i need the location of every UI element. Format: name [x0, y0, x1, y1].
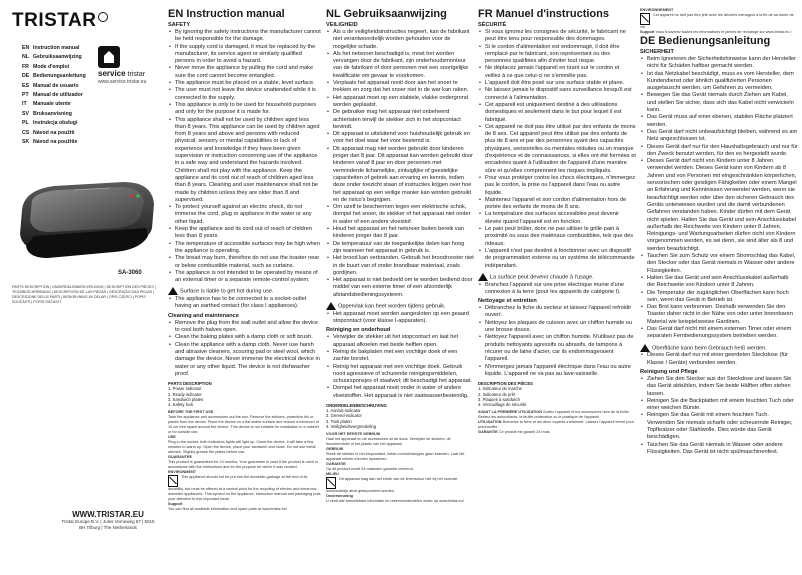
en-safety-list	[168, 29, 321, 44]
language-code: PT	[22, 92, 29, 99]
service-url[interactable]: www.service.tristar.eu	[98, 79, 147, 85]
list-item: • Tauchen Sie zum Schutz vor einem Stromschlag das Kabel, den Stecker oder das Gerät niemals in Wasser oder andere Flüssigkeiten.	[647, 253, 798, 275]
brand-logo-text: TRISTAR	[12, 10, 97, 31]
parts-item: 2. Ready indicator	[168, 391, 202, 397]
en-hot-warning-text: Surface is liable to get hot during use.	[180, 288, 274, 295]
language-code: SV	[22, 110, 29, 117]
fr-environment-text: Cet appareil ne doit pas être jeté avec les déchets ménagers à la fin de sa durée de vie.	[640, 13, 794, 29]
list-item: • Das Gerät darf nicht mit einem externen Timer oder einem separaten Fernbedienungssystem betrieben werden.	[647, 326, 798, 341]
parts-item: 1. Power indicator	[168, 386, 202, 392]
model-number: SA-3060	[118, 270, 142, 276]
nl-cleaning-list	[326, 334, 474, 400]
en-environment-text: This appliance should not be put into the domestic garbage at the end of its durability, but must be offered at a central point for the recycling of electric and electronic domestic appliances. This symbol on the appliance, instruction manual and packaging puts your attention to this important issue.	[168, 475, 321, 502]
nl-guarantee-text: Op dit product wordt 24 maanden garantie verleend.	[326, 467, 414, 472]
en-title-text: Instruction manual	[186, 8, 285, 20]
list-item: • Ist das Netzkabel beschädigt, muss es vom Hersteller, dem Kundendienst oder ähnlich qualifizierten Personen ausgetauscht werden, um Gefahren zu vermeiden.	[647, 71, 798, 93]
nl-hot-warning-text: Oppervlak kan heet worden tijdens gebruik.	[338, 303, 446, 310]
nl-parts-list	[326, 408, 474, 429]
list-item: • Dit apparaat is uitsluitend voor huishoudelijk gebruik en voor het doel waar het voor bestemd is.	[333, 131, 474, 146]
parts-item: 2. Indicateur de prêt	[478, 391, 516, 397]
en-safety-bullets	[168, 44, 321, 285]
language-index-item	[22, 138, 112, 147]
nl-guarantee	[326, 462, 474, 472]
parts-item: 3. Tosti platen	[326, 418, 352, 424]
list-item: • Clean the baking plates with a damp cloth or soft brush.	[175, 334, 321, 341]
list-item: • By ignoring the safety instructions the manufacturer cannot be held responsible for the damage.	[175, 29, 321, 44]
list-item: • Reinigen Sie die Backplatten mit einem feuchten Tuch oder einer weichen Bürste.	[647, 398, 798, 413]
nl-use-heading: GEBRUIK	[326, 447, 344, 452]
en-guarantee-heading: GUARANTEE	[168, 455, 193, 460]
hot-surface-icon	[478, 273, 488, 281]
fr-safety-heading: SÉCURITÉ	[478, 22, 507, 28]
language-index-item	[22, 119, 112, 128]
language-label: Manuale utente	[33, 101, 71, 108]
fr-parts-list	[478, 386, 636, 407]
en-hot-warning	[168, 287, 321, 296]
list-item: • Het apparaat moet worden aangesloten op een geaard stopcontact (voor klasse I-apparaten).	[333, 311, 474, 326]
en-environment-heading: ENVIRONMENT	[168, 470, 197, 475]
list-item: • De temperatuur van de toegankelijke delen kan hoog zijn wanneer het apparaat in gebruik is.	[333, 241, 474, 256]
language-index-item	[22, 129, 112, 138]
fr-support-heading: Support	[640, 30, 655, 34]
language-code: SK	[22, 139, 30, 146]
nl-support	[326, 494, 474, 504]
recycle-bin-icon	[640, 13, 650, 25]
list-item: • Dieses Gerät darf nur mit einer geerdeten Steckdose (für Klasse I Geräte) verbunden werden.	[647, 352, 798, 367]
fr-hot-warning-text: La surface peut devenir chaude à l'usage.	[490, 274, 594, 281]
list-item: • Reinigen Sie das Gerät mit einem feuchten Tuch. Verwenden Sie niemals scharfe oder scheuernde Reiniger, Topfkratzer oder Stahlwolle. Dies würde das Gerät beschädigen.	[647, 412, 798, 441]
language-label: Bruksanvisning	[33, 110, 72, 117]
de-safety-bullets	[640, 56, 798, 341]
language-code: IT	[22, 101, 27, 108]
list-item: • Verwijder de stekker uit het stopcontact en laat het apparaat afkoelen met beide helften open.	[333, 334, 474, 349]
list-item: • Dompel het apparaat nooit onder in water of andere vloeistoffen. Het apparaat is niet vaatwasserbestendig.	[333, 385, 474, 400]
list-item: • Never move the appliance by pulling the cord and make sure the cord cannot become entangled.	[175, 65, 321, 80]
nl-title-text: Gebruiksaanwijzing	[343, 8, 447, 20]
en-support-heading: Support	[168, 502, 183, 507]
fr-environment-heading: ENVIRONNEMENT	[640, 8, 674, 12]
list-item: • Om uzelf te beschermen tegen een elektrische schok, dompel het snoer, de stekker of het apparaat niet onder in water of een andere vloeistof.	[333, 204, 474, 226]
website-link[interactable]: WWW.TRISTAR.EU	[72, 510, 144, 519]
fr-guarantee-text: Ce produit est garanti 24 mois.	[498, 430, 551, 435]
en-guarantee	[168, 455, 321, 470]
parts-item: 3. Sandwich plates	[168, 396, 204, 402]
fr-before-heading: AVANT LA PREMIÈRE UTILISATION	[478, 410, 542, 415]
fr-cleaning-heading: Nettoyage et entretien	[478, 298, 537, 305]
language-code: CS	[22, 129, 30, 136]
list-item: • Das Brot kann verbrennen. Deshalb verwenden Sie den Toaster daher nicht in der Nähe von oder unter brennbaren Material wie beispielsweise Gardinen.	[647, 304, 798, 326]
list-item: • The bread may burn, therefore do not use the toaster near or below combustible material, such as curtains.	[175, 255, 321, 270]
language-label: Mode d'emploi	[33, 63, 70, 70]
nl-safety-heading: VEILIGHEID	[326, 22, 358, 28]
list-item: • Het apparaat is niet bedoeld om te worden bediend door middel van een externe timer of een afzonderlijk afstandsbedieningssysteem.	[333, 277, 474, 299]
nl-before-heading: VOOR HET EERSTE GEBRUIK	[326, 432, 381, 437]
en-parts-heading: PARTS DESCRIPTION	[168, 381, 212, 387]
list-item: • Clean the appliance with a damp cloth. Never use harsh and abrasive cleaners, scouring pad or steel wool, which damage the device. Never immerse the electrical device in water or any other liquid. The device is not dishwasher proof.	[175, 342, 321, 378]
en-safety-heading: SAFETY	[168, 22, 191, 28]
list-item: • Le pain peut brûler, donc ne pas utiliser le grille-pain à proximité ou sous des matériaux combustibles, tels que des rideaux.	[485, 226, 636, 248]
fr-use-text: Branchez la fiche et les deux voyants s'allument. Laissez l'appareil fermé pour préchauffer.	[478, 420, 634, 430]
list-item: • Verplaats het apparaat nooit door aan het snoer te trekken en zorg dat het snoer niet in de war kan raken.	[333, 80, 474, 95]
language-code: PL	[22, 120, 29, 127]
parts-item: 3. Plaques à sandwich	[478, 396, 520, 402]
language-label: Manual de usuario	[33, 82, 79, 89]
en-title	[168, 8, 321, 20]
hot-surface-icon	[168, 287, 178, 295]
registered-mark-icon	[98, 12, 108, 22]
list-item: • Ne laissez jamais le dispositif sans surveillance lorsqu'il est connecté à l'alimentation.	[485, 87, 636, 102]
list-item: • To protect yourself against an electric shock, do not immerse the cord, plug or appliance in the water or any other liquid.	[175, 204, 321, 226]
company-address: Tristar Europe B.V. | Jules Verneweg 87 | 5015 BH Tilburg | The Netherlands	[61, 519, 155, 530]
parts-item: 2. Gereed-indicator	[326, 413, 362, 419]
nl-title	[326, 8, 474, 20]
list-item: • This appliance is only to be used for household purposes and only for the purpose it is made for.	[175, 102, 321, 117]
list-item: • The appliance is not intended to be operated by means of an external timer or a separate remote-control system.	[175, 270, 321, 285]
de-title	[640, 35, 798, 47]
list-item: • Dieses Gerät darf nicht von Kindern unter 8 Jahren verwendet werden. Dieses Gerät kann von Kindern ab 8 Jahren und von Personen mit eingeschränkten körperlichen, sensorischen oder geistigen Fähigkeiten oder einem Mangel an Erfahrung und Kenntnissen verwendet werden, wenn sie beaufsichtigt werden oder über den sicheren Gebrauch des Geräts unterwiesen wurden und die damit verbundenen Gefahren verstanden haben. Kinder dürfen mit dem Gerät nicht spielen. Halten Sie das Gerät und sein Anschlusskabel außerhalb der Reichweite von Kindern unter 8 Jahren. Reinigungs- und Wartungsarbeiten dürfen nicht von Kindern vorgenommen werden, es sei denn, sie sind älter als 8 und werden beaufsichtigt.	[647, 158, 798, 253]
list-item: • Nettoyez les plaques de cuisson avec un chiffon humide ou une brosse douce.	[485, 320, 636, 335]
en-earth-list	[168, 296, 321, 311]
list-item: • This appliance shall not be used by children aged less than 8 years. This appliance can be used by children aged from 8 years and above and persons with reduced physical, sensory or mental capabilities or lack of experience and knowledge if they have been given supervision or instruction concerning use of the appliance in a safe way and understand the hazards involved. Children shall not play with the appliance. Keep the appliance and its cord out of reach of children aged less than 8 years. Cleaning and user maintenance shall not be made by children unless they are older than 8 and supervised.	[175, 117, 321, 205]
list-item: • Pour vous protéger contre les chocs électriques, n'immergez pas le cordon, la prise ou l'appareil dans l'eau ou autre liquide.	[485, 175, 636, 197]
list-item: • Si vous ignorez les consignes de sécurité, le fabricant ne peut être tenu pour responsable des dommages.	[485, 29, 636, 44]
list-item: • Das Gerät muss auf einer ebenen, stabilen Fläche platziert werden.	[647, 114, 798, 129]
nl-cleaning-heading: Reiniging en onderhoud	[326, 327, 391, 334]
sandwich-maker-image	[14, 170, 160, 265]
section-fr	[478, 8, 636, 435]
list-item: • Het apparaat moet op een stabiele, vlakke ondergrond worden geplaatst.	[333, 95, 474, 110]
en-before-heading: BEFORE THE FIRST USE	[168, 410, 214, 415]
list-item: • Dit apparaat mag niet worden gebruikt door kinderen jonger dan 8 jaar. Dit apparaat kan worden gebruikt door kinderen vanaf 8 jaar en door personen met verminderde lichamelijke, zintuiglijke of geestelijke capaciteiten of gebrek aan ervaring en kennis, indien deze onder toezicht staan of instructies krijgen over hoe het apparaat op een veilige manier kan worden gebruikt en de risico's begrijpen.	[333, 146, 474, 204]
list-item: • De gebruiker mag het apparaat niet onbeheerd achterlaten terwijl de stekker zich in het stopcontact bevindt.	[333, 109, 474, 131]
nl-use	[326, 447, 474, 462]
fr-title	[478, 8, 636, 20]
list-item: • Die Temperatur der zugänglichen Oberflächen kann hoch sein, wenn das Gerät in Betrieb ist.	[647, 290, 798, 305]
list-item: • Als u de veiligheidsinstructies negeert, kan de fabrikant niet verantwoordelijk worden gehouden voor de mogelijke schade.	[333, 29, 474, 51]
de-hot-warning	[640, 344, 798, 353]
hot-surface-icon	[326, 302, 336, 310]
language-label: Bedienungsanleitung	[33, 73, 86, 80]
en-use-heading: USE	[168, 435, 176, 440]
nl-guarantee-heading: GARANTIE	[326, 462, 346, 467]
language-label: Návod na použitie	[33, 139, 78, 146]
section-en	[168, 8, 321, 512]
language-label: Instrukcja obsługi	[33, 120, 78, 127]
language-code: ES	[22, 82, 29, 89]
list-item: • The appliance has to be connected to a socket-outlet having an earthed contact (for class I appliances).	[175, 296, 321, 311]
nl-use-text: Steek de stekker in het stopcontact, beide controlelampjes gaan branden. Laat het apparaat enkele minuten opwarmen.	[326, 452, 465, 462]
list-item: • L'appareil n'est pas destiné à fonctionner avec un dispositif de programmation externe ou un système de télécommande indépendant.	[485, 248, 636, 270]
fr-use	[478, 420, 636, 430]
language-index-item	[22, 100, 112, 109]
en-before	[168, 410, 321, 435]
parts-item: 4. Safety lock	[168, 401, 194, 407]
list-item: • If the supply cord is damaged, it must be replaced by the manufacturer, its service agent or similarly qualified persons in order to avoid a hazard.	[175, 44, 321, 66]
list-item: • Reinig de bakplaten met een vochtige doek of een zachte borstel.	[333, 349, 474, 364]
fr-parts-heading: DESCRIPTION DES PIÈCES	[478, 381, 533, 387]
service-badge	[98, 46, 162, 85]
list-item: • Halten Sie das Gerät und sein Anschlusskabel außerhalb der Reichweite von Kindern unter 8 Jahren.	[647, 275, 798, 290]
list-item: • Ziehen Sie den Stecker aus der Steckdose und lassen Sie das Gerät abkühlen, indem Sie beide Hälften offen stehen lassen.	[647, 376, 798, 398]
fr-use-heading: UTILISATION	[478, 420, 502, 425]
list-item: • Beim Ignorieren der Sicherheitshinweise kann der Hersteller nicht für Schäden haftbar gemacht werden.	[647, 56, 798, 71]
service-label-text: service	[98, 69, 126, 78]
en-code: EN	[168, 8, 184, 20]
de-safety-heading: SICHERHEIT	[640, 49, 674, 55]
language-index-item	[22, 110, 112, 119]
list-item: • Tauchen Sie das Gerät niemals in Wasser oder andere Flüssigkeiten. Das Gerät ist nicht spülmaschinenfest.	[647, 442, 798, 457]
list-item: • Reinig het apparaat met een vochtige doek. Gebruik nooit agressieve of schurende reinigingsmiddelen, schuursponsjes of staalwol; dit beschadigt het apparaat.	[333, 364, 474, 386]
nl-support-heading: Ondersteuning	[326, 494, 354, 499]
language-code: FR	[22, 63, 29, 70]
language-code: DE	[22, 73, 30, 80]
parts-description-titles: PARTS DESCRIPTION | ONDERDELENBESCHRIJVING | DESCRIPTION DES PIÈCES | TEILEBESCHREIBUNG | DESCRIPCIÓN DE LAS PIEZAS | DESCRIÇÃO DAS PEÇAS | DESCRIZIONE DELLE PARTI | BESKRIVNING AV DELAR | OPIS CZĘŚCI | POPIS SOUČÁSTÍ | POPIS SÚČASTÍ	[12, 285, 156, 304]
nl-before	[326, 432, 474, 447]
list-item: • The user must not leave the device unattended while it is connected to the supply.	[175, 87, 321, 102]
de-cleaning-list	[640, 376, 798, 456]
list-item: • Houd het apparaat en het netsnoer buiten bereik van kinderen jonger dan 8 jaar.	[333, 226, 474, 241]
en-use-text: Plug in the socket; both indicators lights will light up. Close the device, it will take a few minutes to warm up. Open the device, place your sandwich and close. Do not use metal utensils. Slightly grease the plates before use.	[168, 440, 316, 455]
en-support-text: You can find all available information and spare parts at www.tristar.eu!	[168, 507, 287, 512]
language-label: Manual de utilizador	[33, 92, 83, 99]
list-item: • Cet appareil ne doit pas être utilisé par des enfants de moins de 8 ans. Cet appareil peut être utilisé par des enfants de plus de 8 ans et par des personnes ayant des capacités physiques, sensorielles ou mentales réduites ou un manque d'expérience et de connaissances, si elles ont été formées et encadrées quant à l'utilisation de l'appareil d'une manière sûre et qu'elles comprennent les risques impliqués.	[485, 124, 636, 175]
list-item: • Dieses Gerät darf nur für den Haushaltsgebrauch und nur für den Zweck benutzt werden, für den es hergestellt wurde.	[647, 144, 798, 159]
recycle-bin-icon	[168, 475, 178, 487]
language-label: Návod na použití	[33, 129, 75, 136]
parts-item: 4. Verrouillage de sécurité	[478, 401, 527, 407]
language-label: Instruction manual	[33, 45, 80, 51]
hot-surface-icon	[640, 344, 650, 352]
recycle-bin-icon	[326, 477, 336, 489]
list-item: • Keep the appliance and its cord out of reach of children less than 8 years.	[175, 226, 321, 241]
language-label: Gebruiksaanwijzing	[33, 54, 82, 61]
list-item: • Maintenez l'appareil et son cordon d'alimentation hors de portée des enfants de moins de 8 ans.	[485, 197, 636, 212]
parts-item: 1. Indicateur de marche	[478, 386, 522, 392]
nl-earth-list	[326, 311, 474, 326]
language-index-item	[22, 91, 112, 100]
list-item: • Cet appareil est uniquement destiné à des utilisations domestiques et seulement dans le but pour lequel il est fabriqué.	[485, 102, 636, 124]
house-icon	[98, 46, 120, 68]
fr-before	[478, 410, 636, 420]
fr-parts	[478, 381, 636, 407]
list-item: • Nettoyez l'appareil avec un chiffon humide. N'utilisez pas de produits nettoyants agressifs ou abrasifs, de tampons à récurer ou de laine d'acier, car ils endommageraient l'appareil.	[485, 334, 636, 363]
service-sub-text: tristar	[127, 71, 146, 78]
en-cleaning-heading: Cleaning and maintenance	[168, 312, 239, 319]
nl-environment-text: Dit apparaat mag aan het einde van de levensduur niet bij het normale huishoudelijk afval gedeponeerd worden.	[326, 477, 458, 494]
fr-guarantee-heading: GARANTIE	[478, 430, 498, 435]
nl-support-text: U vindt alle beschikbare informatie en reserveonderdelen onder op www.tristar.eu!	[326, 499, 464, 504]
nl-hot-warning	[326, 302, 474, 311]
de-code: DE	[640, 35, 656, 47]
de-title-text: Bedienungsanleitung	[658, 35, 771, 47]
fr-before-text: Sortez l'appareil et les accessoires hors de la boîte. Retirez les autocollants, la feuille protectrice ou le plastique de l'appareil.	[478, 410, 630, 420]
list-item: • The temperature of accessible surfaces may be high when the appliance is operating.	[175, 241, 321, 256]
en-use	[168, 435, 321, 455]
list-item: • Débranchez la fiche du secteur et laissez l'appareil refroidir ouvert.	[485, 305, 636, 320]
language-code: EN	[22, 45, 30, 51]
fr-cleaning-list	[478, 305, 636, 378]
parts-item: 4. Veiligheidsvergrendeling	[326, 423, 377, 429]
section-de-es	[640, 8, 798, 456]
language-code: NL	[22, 54, 29, 61]
en-support	[168, 502, 321, 512]
en-parts-list	[168, 386, 321, 407]
nl-environment	[326, 472, 474, 494]
list-item: • N'immergez jamais l'appareil électrique dans l'eau ou autre liquide. L'appareil ne va pas au lave-vaisselle.	[485, 364, 636, 379]
fr-earth-list	[478, 282, 636, 297]
en-guarantee-text: This product is guaranteed for 24 months. Your guarantee is valid if the product is used in accordance with the instructions and for the purpose for which it was created.	[168, 460, 318, 470]
fr-environment	[640, 8, 798, 30]
fr-safety-bullets	[478, 29, 636, 270]
list-item: • Bewegen Sie das Gerät niemals durch Ziehen am Kabel, und stellen Sie sicher, dass sich das Kabel nicht verwickeln kann.	[647, 92, 798, 114]
list-item: • Si le cordon d'alimentation est endommagé, il doit être remplacé par le fabricant, son représentant ou des personnes qualifiées afin d'éviter tout risque.	[485, 44, 636, 66]
list-item: • Als het netsnoer beschadigd is, moet het worden vervangen door de fabrikant, zijn onderhoudsmonteur van de fabrikant of door personen met een soortgelijke kwalificatie om gevaar te voorkomen.	[333, 51, 474, 80]
nl-before-text: Haal het apparaat en de accessoires uit de doos. Verwijder de stickers, de beschermfolie of het plastic van het apparaat.	[326, 437, 451, 447]
en-environment	[168, 470, 321, 502]
de-hot-warning-text: Oberfläche kann beim Gebrauch heiß werden.	[652, 345, 767, 352]
brand-logo	[12, 10, 108, 32]
fr-guarantee	[478, 430, 636, 435]
nl-code: NL	[326, 8, 341, 20]
list-item: • Ne déplacez jamais l'appareil en tirant sur le cordon et veillez à ce que celui-ci ne s'emmêle pas.	[485, 65, 636, 80]
fr-title-text: Manuel d'instructions	[495, 8, 609, 20]
list-item: • The appliance must be placed on a stable, level surface.	[175, 80, 321, 87]
de-earth-list	[640, 352, 798, 367]
de-cleaning-heading: Reinigung und Pflege	[640, 368, 698, 375]
fr-support-text: Vous trouverez toutes les informations et pièces de rechange sur www.tristar.eu !	[655, 30, 792, 34]
nl-environment-heading: MILIEU	[326, 472, 339, 477]
cover-footer	[58, 510, 158, 531]
list-item: • Branchez l'appareil sur une prise électrique munie d'une connexion à la terre (pour les appareils de catégorie I).	[485, 282, 636, 297]
fr-code: FR	[478, 8, 493, 20]
list-item: • Das Gerät darf nicht unbeaufsichtigt bleiben, während es am Netz angeschlossen ist.	[647, 129, 798, 144]
parts-item: 1. Aan/uit-indicator	[326, 408, 361, 414]
list-item: • Het brood kan verbranden. Gebruik het broodrooster niet in de buurt van of onder brandbaar materiaal, zoals gordijnen.	[333, 255, 474, 277]
en-cleaning-list	[168, 320, 321, 378]
fr-hot-warning	[478, 273, 636, 282]
nl-parts-heading: ONDERDELENBESCHRIJVING	[326, 403, 387, 409]
en-before-text: Take the appliance and accessories out the box. Remove the stickers, protective foil or plastic from the device. Place the device on a flat stable surface and ensure a minimum of 10 cm free space around the device. This device is not suitable for installation in a cabinet or for outside use.	[168, 415, 319, 435]
list-item: • Remove the plug from the wall outlet and allow the device to cool both halves open.	[175, 320, 321, 335]
service-label	[98, 70, 162, 79]
en-parts	[168, 381, 321, 407]
cover-panel	[0, 0, 166, 575]
list-item: • La température des surfaces accessibles peut devenir élevée quand l'appareil est en fonction.	[485, 211, 636, 226]
nl-safety-bullets	[326, 29, 474, 299]
nl-parts	[326, 403, 474, 429]
list-item: • L'appareil doit être posé sur une surface stable et plane.	[485, 80, 636, 87]
section-nl	[326, 8, 474, 504]
